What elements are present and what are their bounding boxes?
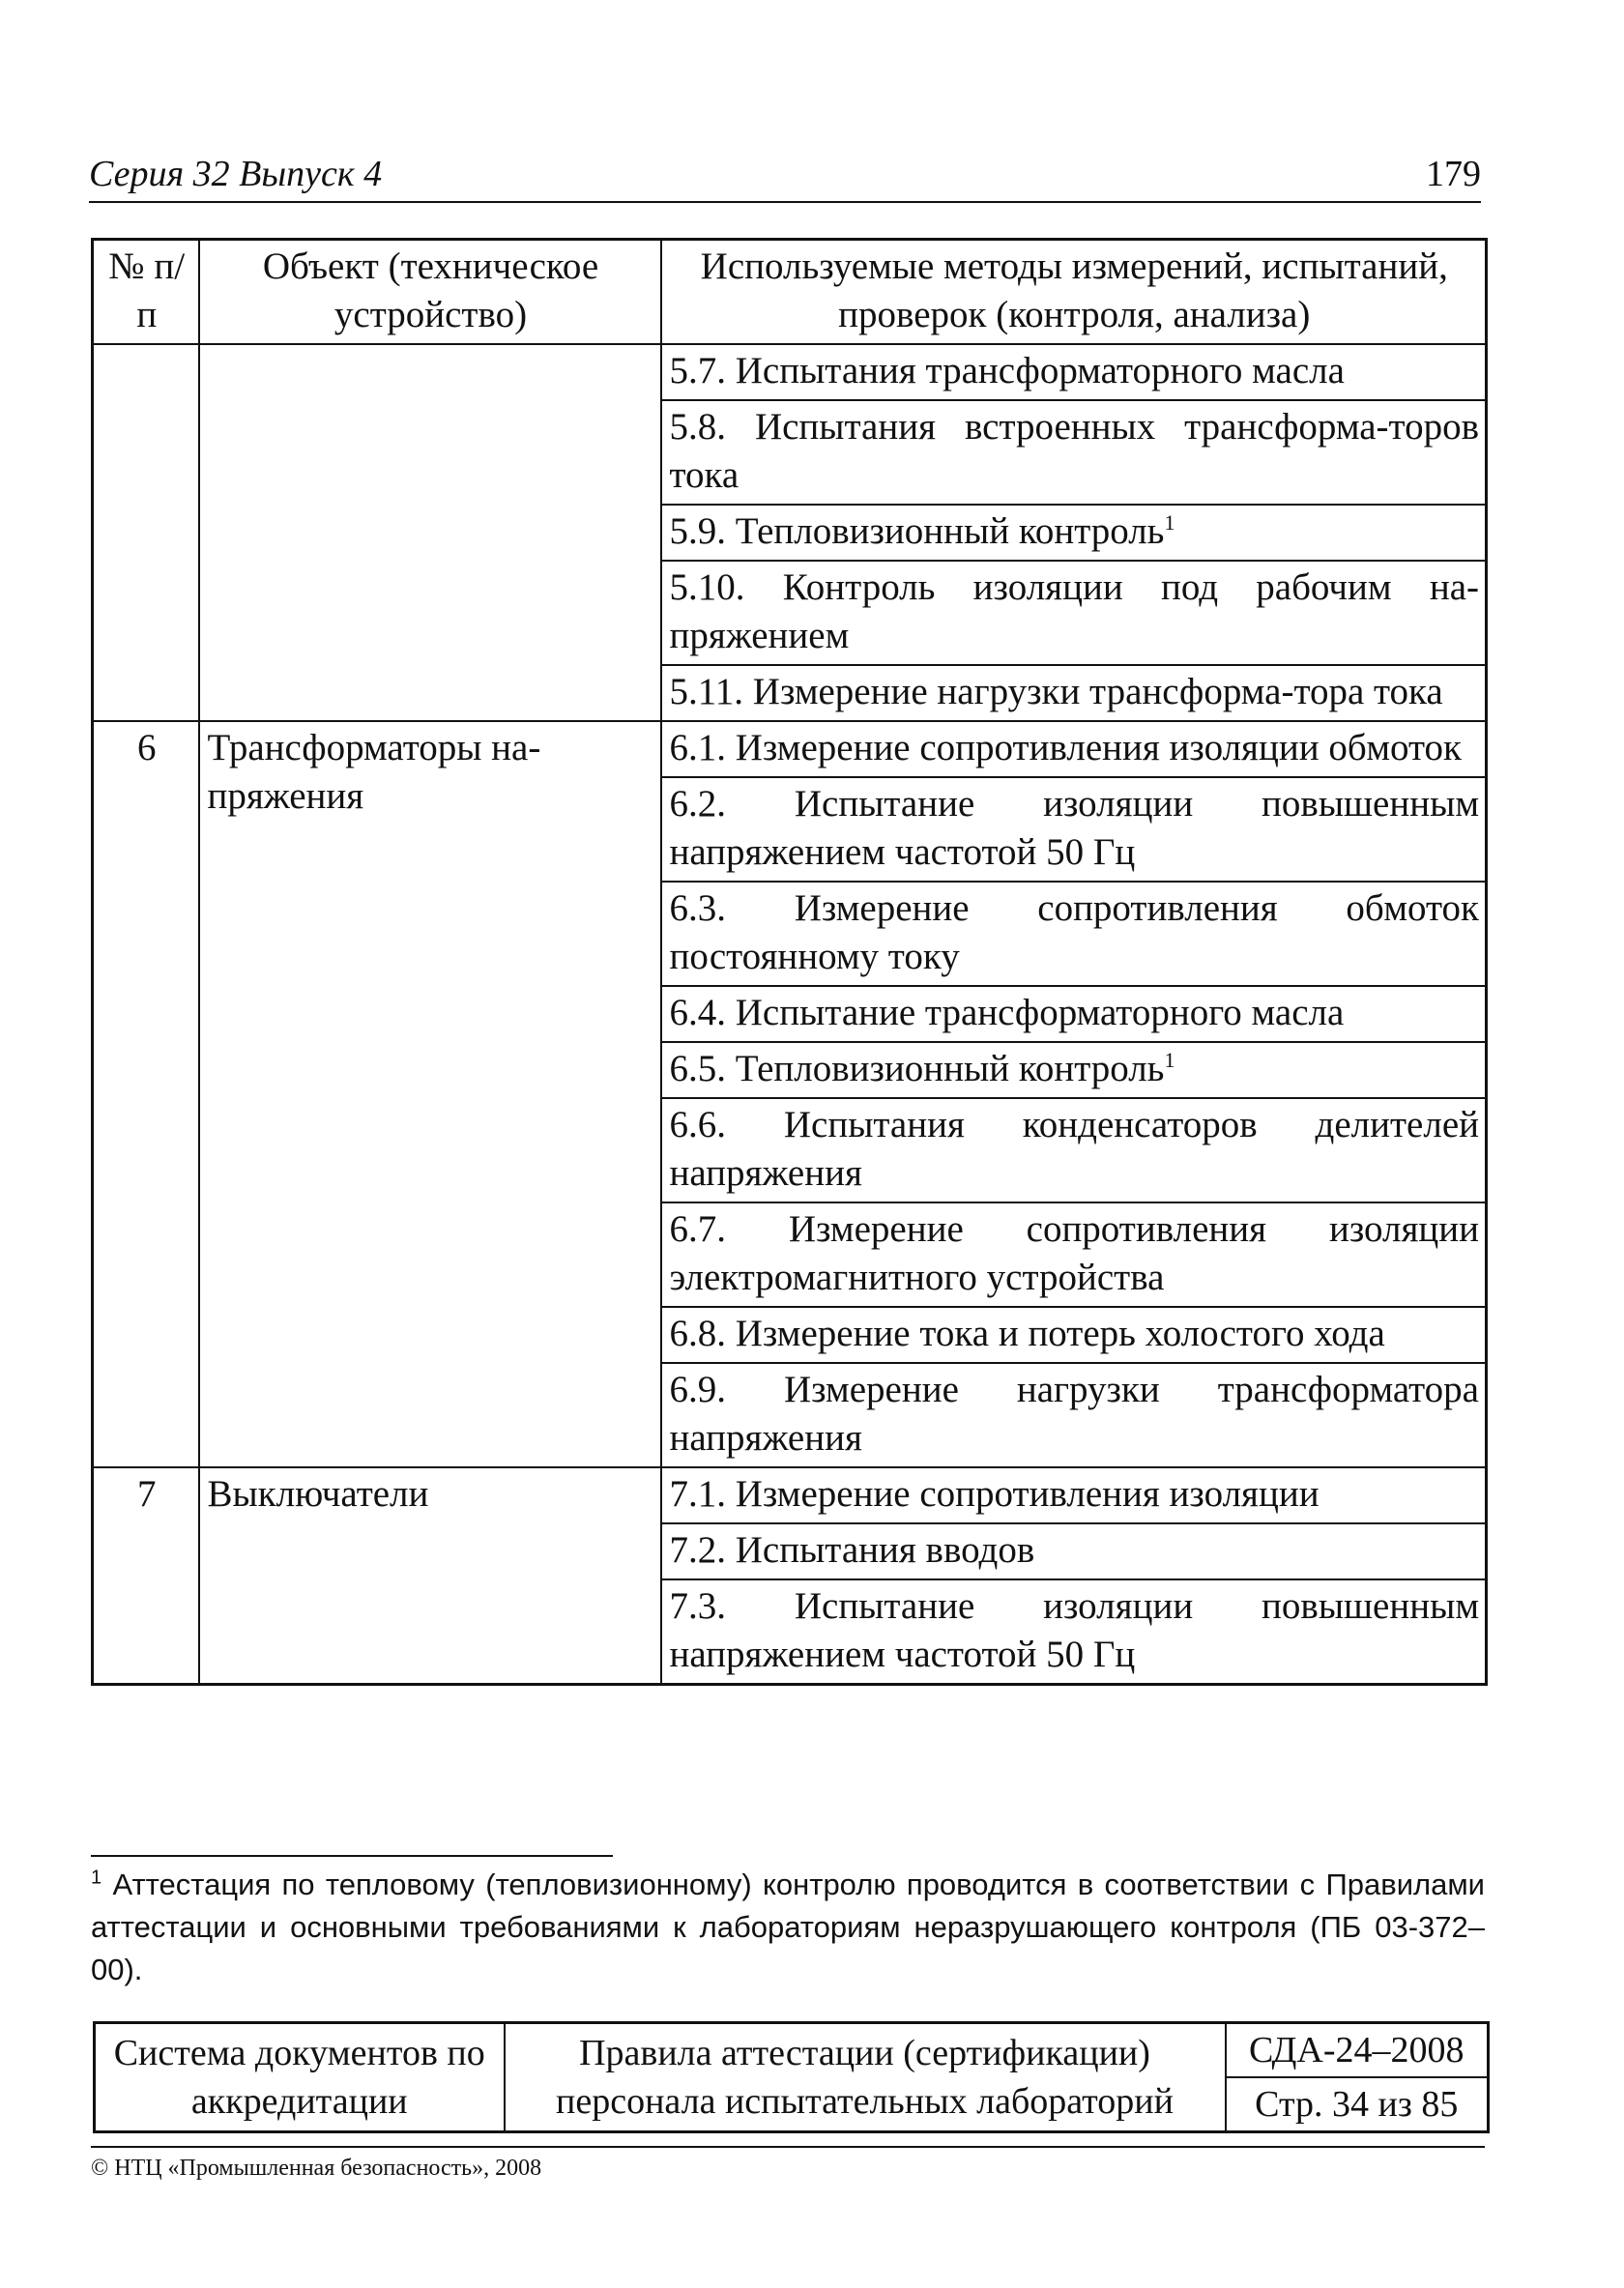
footnote-ref: 1 <box>1164 1048 1175 1072</box>
row-number-cell: 6 <box>93 721 199 1467</box>
method-text: 6.7. Измерение сопротивления изоляции электромагнитного устройства <box>669 1208 1479 1298</box>
object-cell <box>199 344 661 721</box>
method-cell <box>661 882 1487 986</box>
method-text: 7.3. Испытание изоляции повышенным напряжением частотой 50 Гц <box>669 1585 1479 1675</box>
method-cell <box>661 400 1487 505</box>
method-text: 5.10. Контроль изоляции под рабочим на-пряжением <box>669 566 1479 656</box>
stamp-code: СДА-24–2008 <box>1226 2023 1489 2078</box>
page-header <box>89 145 1481 203</box>
method-text: 6.1. Измерение сопротивления изоляции обмоток <box>669 727 1462 768</box>
method-cell <box>661 1098 1487 1202</box>
method-cell <box>661 721 1487 777</box>
table-row <box>93 721 1487 777</box>
method-text: 6.6. Испытания конденсаторов делителей напряжения <box>669 1104 1479 1194</box>
page-number: 179 <box>1426 154 1481 194</box>
col-header-object: Объект (техническое устройство) <box>199 240 661 345</box>
method-cell <box>661 1307 1487 1363</box>
method-text: 5.9. Тепловизионный контроль <box>669 510 1165 552</box>
method-cell <box>661 986 1487 1042</box>
method-text: 6.9. Измерение нагрузки трансформатора напряжения <box>669 1369 1479 1459</box>
stamp-system: Система документов по аккредитации <box>95 2023 505 2132</box>
copyright: © НТЦ «Промышленная безопасность», 2008 <box>91 2146 1485 2182</box>
footnote-mark: 1 <box>91 1867 102 1889</box>
stamp-rules: Правила аттестации (сертификации) персонала испытательных лабораторий <box>505 2023 1226 2132</box>
table-row <box>93 344 1487 400</box>
method-text: 7.1. Измерение сопротивления изоляции <box>669 1473 1320 1515</box>
method-cell <box>661 505 1487 561</box>
method-cell <box>661 665 1487 721</box>
method-cell <box>661 1363 1487 1467</box>
method-cell <box>661 344 1487 400</box>
method-text: 6.2. Испытание изоляции повышенным напряжением частотой 50 Гц <box>669 783 1479 873</box>
method-text: 6.3. Измерение сопротивления обмоток постоянному току <box>669 887 1479 977</box>
object-cell: Трансформаторы на-пряжения <box>199 721 661 1467</box>
document-stamp <box>93 2021 1490 2133</box>
col-header-number: № п/п <box>93 240 199 345</box>
method-cell <box>661 1579 1487 1685</box>
table-row <box>93 1467 1487 1523</box>
method-cell <box>661 561 1487 665</box>
method-text: 6.5. Тепловизионный контроль <box>669 1048 1165 1089</box>
methods-table <box>91 238 1488 1686</box>
row-number-cell: 7 <box>93 1467 199 1685</box>
method-cell <box>661 777 1487 882</box>
method-text: 7.2. Испытания вводов <box>669 1529 1035 1571</box>
table-header-row <box>93 240 1487 345</box>
row-number-cell <box>93 344 199 721</box>
footnote-rule <box>91 1855 613 1857</box>
method-text: 5.7. Испытания трансформаторного масла <box>669 350 1345 391</box>
object-cell: Выключатели <box>199 1467 661 1685</box>
series-title: Серия 32 Выпуск 4 <box>89 154 383 194</box>
method-cell <box>661 1467 1487 1523</box>
method-cell <box>661 1523 1487 1579</box>
table-body <box>93 344 1487 1685</box>
method-cell <box>661 1042 1487 1098</box>
footnote <box>91 1864 1485 1991</box>
stamp-pages: Стр. 34 из 85 <box>1226 2077 1489 2132</box>
footnote-ref: 1 <box>1164 510 1175 535</box>
col-header-methods: Используемые методы измерений, испытаний, проверок (контроля, анализа) <box>661 240 1487 345</box>
footnote-text: Аттестация по тепловому (тепловизионному) контролю проводится в соответствии с Правилами аттестации и основными требованиями к лабораториям неразрушающего контроля (ПБ 03-372–00). <box>91 1868 1485 1986</box>
method-cell <box>661 1202 1487 1307</box>
method-text: 6.4. Испытание трансформаторного масла <box>669 992 1345 1033</box>
method-text: 5.11. Измерение нагрузки трансформа-тора тока <box>669 671 1443 712</box>
method-text: 5.8. Испытания встроенных трансформа-торов тока <box>669 406 1479 496</box>
method-text: 6.8. Измерение тока и потерь холостого хода <box>669 1313 1385 1354</box>
